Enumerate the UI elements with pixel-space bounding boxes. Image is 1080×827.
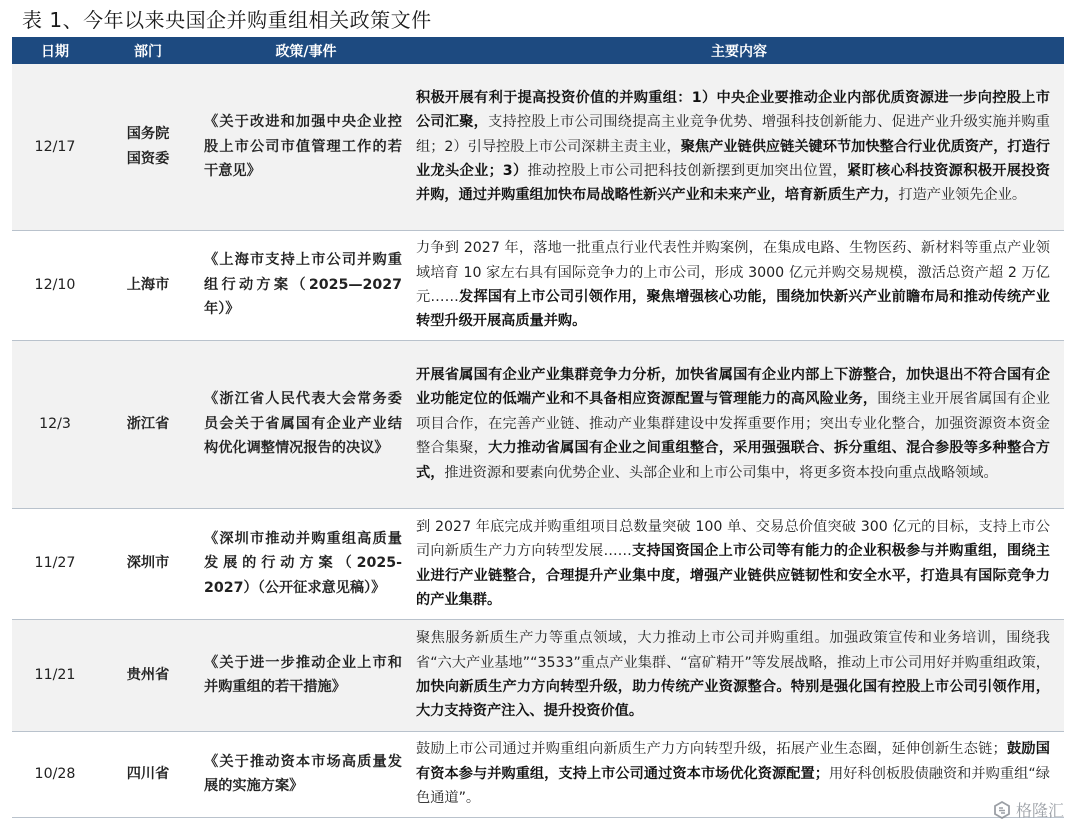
row-date: 12/17 bbox=[12, 64, 98, 230]
table-row bbox=[12, 64, 1064, 230]
content-bold-segment: 紧盯核心科技资源积极开展投资并购，通过并购重组加快布局战略性新兴产业和未来产业，培育新质生产力， bbox=[416, 162, 1050, 204]
content-bold-segment: 发挥国有上市公司引领作用，聚焦增强核心功能，围绕加快新兴产业前瞻布局和推动传统产业转型升级开展高质量并购。 bbox=[416, 289, 1050, 330]
dept-name: 四川省 bbox=[126, 765, 170, 782]
dept-name: 上海市 bbox=[126, 276, 170, 293]
row-date: 12/10 bbox=[12, 230, 98, 340]
content-bold-segment: 支持国资国企上市公司等有能力的企业积极参与并购重组，围绕主业进行产业链整合，合理提升产业集中度，增强产业链供应链韧性和安全水平，打造具有国际竞争力的产业集群。 bbox=[416, 543, 1050, 608]
content-segment: 用好科创板股债融资和并购重组“绿色通道”。 bbox=[416, 765, 1050, 807]
row-policy-title: 《浙江省人民代表大会常务委员会关于省属国有企业产业结构优化调整情况报告的决议》 bbox=[198, 340, 414, 508]
content-segment: 推动控股上市公司把科技创新摆到更加突出位置， bbox=[527, 162, 848, 179]
table-row bbox=[12, 619, 1064, 731]
content-segment: 鼓励上市公司通过并购重组向新质生产力方向转型升级，拓展产业生态圈，延伸创新生态链； bbox=[416, 741, 1007, 758]
content-bold-segment: 开展省属国有企业产业集群竞争力分析，加快省属国有企业内部上下游整合，加快退出不符合国有企业功能定位的低端产业和不具备相应资源配置与管理能力的高风险业务， bbox=[416, 366, 1050, 408]
dept-name: 贵州省 bbox=[126, 666, 170, 683]
row-policy-title: 《关于改进和加强中央企业控股上市公司市值管理工作的若干意见》 bbox=[198, 64, 414, 230]
header-content: 主要内容 bbox=[414, 37, 1064, 64]
header-policy: 政策/事件 bbox=[198, 37, 414, 64]
row-dept bbox=[98, 731, 198, 817]
row-dept bbox=[98, 619, 198, 731]
content-segment: 支持控股上市公司围绕提高主业竞争优势、增强科技创新能力、促进产业升级实施并购重组；2）引导控股上市公司深耕主责主业， bbox=[416, 114, 1050, 155]
table-row bbox=[12, 340, 1064, 508]
row-content bbox=[414, 230, 1064, 340]
content-segment: 力争到 2027 年，落地一批重点行业代表性并购案例，在集成电路、生物医药、新材料等重点产业领域培育 10 家左右具有国际竞争力的上市公司，形成 3000 亿元并购交易规模，激活总资产超 2 万亿元…… bbox=[416, 240, 1050, 305]
row-content bbox=[414, 508, 1064, 619]
watermark bbox=[992, 798, 1064, 821]
row-policy-title: 《上海市支持上市公司并购重组行动方案（2025—2027 年）》 bbox=[198, 230, 414, 340]
watermark-text: 格隆汇 bbox=[1015, 801, 1064, 820]
row-content bbox=[414, 619, 1064, 731]
row-dept bbox=[98, 230, 198, 340]
header-dept: 部门 bbox=[98, 37, 198, 64]
content-bold-segment: 聚焦产业链供应链关键环节加快整合行业优质资产，打造行业龙头企业；3） bbox=[416, 138, 1050, 179]
header-date: 日期 bbox=[12, 37, 98, 64]
dept-name: 深圳市 bbox=[126, 555, 170, 572]
row-date: 10/28 bbox=[12, 731, 98, 817]
content-segment: 聚焦服务新质生产力等重点领域，大力推动上市公司并购重组。加强政策宣传和业务培训，围绕我省“六大产业基地”“3533”重点产业集群、“富矿精开”等发展战略，推动上市公司用好并购重组政策， bbox=[416, 630, 1050, 671]
policy-table bbox=[12, 37, 1064, 818]
row-date: 11/21 bbox=[12, 619, 98, 731]
dept-name: 国资委 bbox=[126, 150, 170, 167]
row-policy-title: 《关于推动资本市场高质量发展的实施方案》 bbox=[198, 731, 414, 817]
row-dept bbox=[98, 64, 198, 230]
content-bold-segment: 积极开展有利于提高投资价值的并购重组：1）中央企业要推动企业内部优质资源进一步向控股上市公司汇聚， bbox=[416, 89, 1050, 131]
watermark-logo-icon bbox=[992, 800, 1012, 820]
table-row bbox=[12, 508, 1064, 619]
page-title: 表 1、今年以来央国企并购重组相关政策文件 bbox=[22, 8, 432, 32]
content-segment: 打造产业领先企业。 bbox=[898, 187, 1027, 204]
table-row bbox=[12, 230, 1064, 340]
content-segment: 围绕主业开展省属国有企业项目合作，在完善产业链、推动产业集群建设中发挥重要作用；突出专业化整合，加强资源资本资金整合集聚， bbox=[416, 391, 1050, 457]
row-date: 11/27 bbox=[12, 508, 98, 619]
row-content bbox=[414, 64, 1064, 230]
row-dept bbox=[98, 340, 198, 508]
table-row bbox=[12, 731, 1064, 817]
row-content bbox=[414, 731, 1064, 817]
row-dept bbox=[98, 508, 198, 619]
dept-name: 浙江省 bbox=[126, 415, 170, 432]
content-bold-segment: 加快向新质生产力方向转型升级，助力传统产业资源整合。特别是强化国有控股上市公司引领作用，大力支持资产注入、提升投资价值。 bbox=[416, 679, 1050, 720]
row-date: 12/3 bbox=[12, 340, 98, 508]
content-bold-segment: 鼓励国有资本参与并购重组，支持上市公司通过资本市场优化资源配置； bbox=[416, 741, 1050, 782]
row-content bbox=[414, 340, 1064, 508]
content-bold-segment: 大力推动省属国有企业之间重组整合，采用强强联合、拆分重组、混合参股等多种整合方式， bbox=[416, 440, 1050, 481]
table-header-row bbox=[12, 37, 1064, 64]
row-policy-title: 《关于进一步推动企业上市和并购重组的若干措施》 bbox=[198, 619, 414, 731]
content-segment: 推进资源和要素向优势企业、头部企业和上市公司集中，将更多资本投向重点战略领域。 bbox=[444, 464, 998, 481]
content-segment: 到 2027 年底完成并购重组项目总数量突破 100 单、交易总价值突破 300 亿元的目标，支持上市公司向新质生产力方向转型发展…… bbox=[416, 518, 1050, 560]
dept-name: 国务院 bbox=[126, 126, 170, 143]
row-policy-title: 《深圳市推动并购重组高质量发展的行动方案（2025-2027）（公开征求意见稿）》 bbox=[198, 508, 414, 619]
